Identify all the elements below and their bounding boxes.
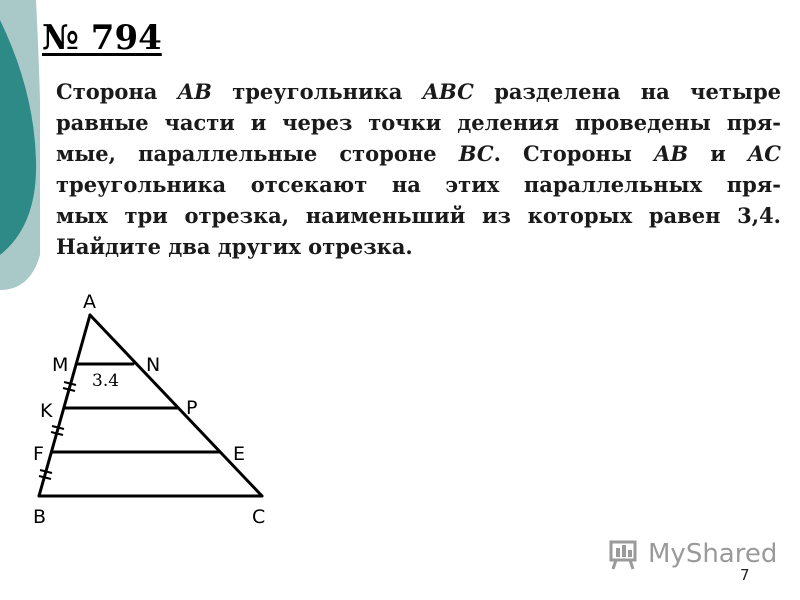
problem-text-fragment: мых три отрезка, наименьший из которых равен 3,4. [56,203,781,228]
problem-text-fragment: равные части и через точки деления проведены пря- [56,110,781,135]
side-ac [90,315,262,496]
problem-text-line [56,200,781,231]
page-number: 7 [740,566,750,584]
problem-text-line [56,138,781,169]
label-m: M [52,354,69,376]
problem-text-fragment: треугольника отсекают на этих параллельных пря- [56,172,781,197]
label-c: C [252,506,266,528]
problem-text-line [56,107,781,138]
triangle-figure [0,280,300,530]
variable-name: ABC [422,79,474,104]
variable-name: AB [654,141,689,166]
problem-text-fragment: треугольника [211,79,423,104]
variable-name: BC [458,141,494,166]
label-e: E [233,443,246,465]
problem-text-fragment: мые, параллельные стороне [56,141,459,166]
problem-text-fragment: Найдите два других отрезка. [56,234,413,259]
variable-name: AC [748,141,782,166]
watermark-text: MyShared [648,539,778,569]
label-f: F [33,443,44,465]
label-b: B [33,506,47,528]
problem-text-line [56,76,781,107]
problem-number: № 794 [42,18,162,58]
watermark [608,536,777,572]
problem-text-fragment: Сторона [56,79,178,104]
label-n: N [146,354,161,376]
label-k: K [40,400,53,422]
variable-name: AB [177,79,212,104]
label-p: P [186,397,198,419]
presentation-board-icon [608,537,642,571]
problem-text-line [56,231,781,262]
problem-text-fragment: разделена на четыре [473,79,781,104]
problem-text [56,76,781,262]
segment-value: 3.4 [92,371,120,391]
problem-text-fragment: . Стороны [493,141,655,166]
label-a: A [83,291,96,313]
problem-text-fragment: и [688,141,748,166]
problem-text-line [56,169,781,200]
